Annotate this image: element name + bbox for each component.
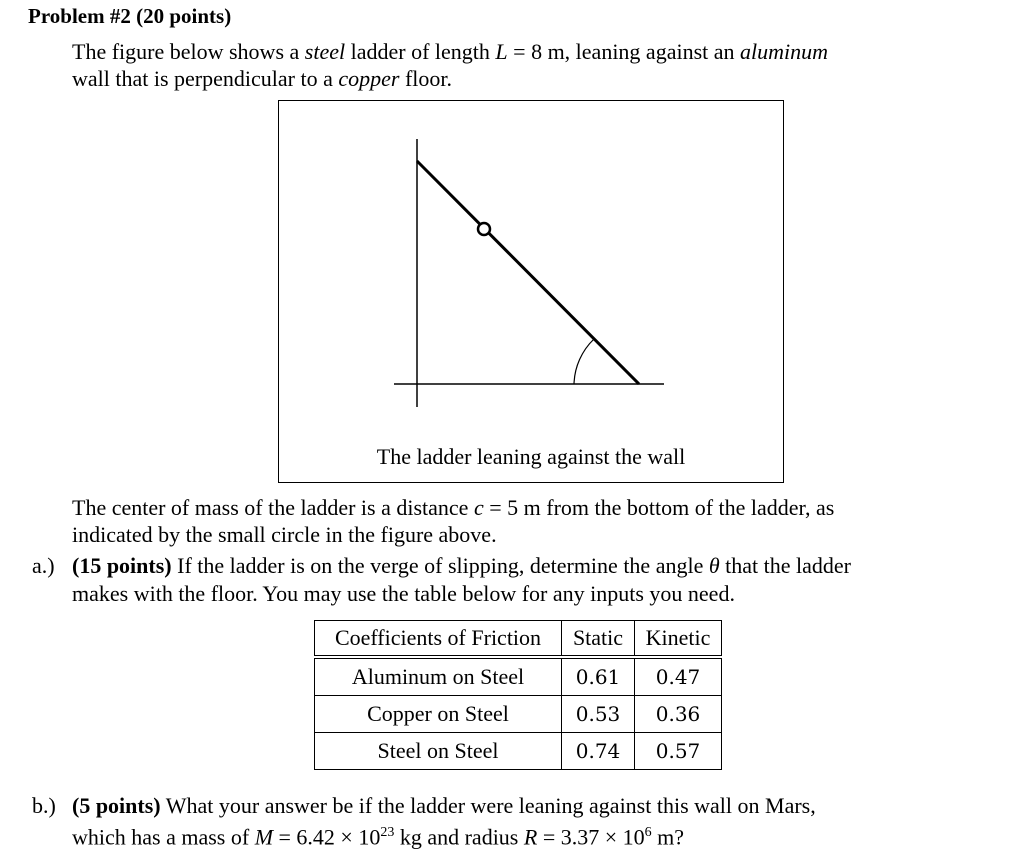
header-kinetic: Kinetic — [635, 621, 722, 658]
friction-table — [314, 620, 722, 770]
pair-cell: Steel on Steel — [315, 733, 562, 770]
table-row — [315, 696, 722, 733]
kinetic-cell: 0.57 — [635, 733, 722, 770]
figure-caption: The ladder leaning against the wall — [376, 444, 686, 469]
ladder-diagram — [279, 101, 785, 484]
com-line-1: The center of mass of the ladder is a distance c = 5 m from the bottom of the ladder, as — [72, 495, 835, 520]
com-line-2: indicated by the small circle in the figure above. — [72, 522, 497, 547]
ladder-line — [417, 161, 639, 384]
kinetic-cell: 0.36 — [635, 696, 722, 733]
static-cell: 0.61 — [562, 657, 635, 696]
header-pair: Coefficients of Friction — [315, 621, 562, 658]
table-header-row — [315, 621, 722, 658]
kinetic-cell: 0.47 — [635, 657, 722, 696]
intro-line-2: wall that is perpendicular to a copper floor. — [72, 66, 453, 91]
ladder-figure — [278, 100, 784, 483]
part-a-line-2: makes with the floor. You may use the table below for any inputs you need. — [72, 581, 735, 606]
table-row — [315, 657, 722, 696]
part-b-line-2: which has a mass of $M = 6.42 \times 10^{23}$ kg and radius $R = 3.37 \times 10^6$ m? — [72, 824, 685, 850]
static-cell: 0.53 — [562, 696, 635, 733]
angle-arc — [574, 339, 594, 384]
static-cell: 0.74 — [562, 733, 635, 770]
table-row — [315, 733, 722, 770]
center-of-mass-circle — [478, 223, 490, 235]
part-a-line-1: a.) (15 points) If the ladder is on the verge of slipping, determine the angle θ that the ladder — [32, 553, 851, 578]
intro-line-1: The figure below shows a steel ladder of length L = 8 m, leaning against an aluminum — [72, 39, 829, 64]
problem-title: Problem #2 (20 points) — [28, 4, 232, 28]
pair-cell: Aluminum on Steel — [315, 657, 562, 696]
header-static: Static — [562, 621, 635, 658]
part-b-line-1: b.) (5 points) What your answer be if the ladder were leaning against this wall on Mars, — [32, 793, 816, 818]
pair-cell: Copper on Steel — [315, 696, 562, 733]
